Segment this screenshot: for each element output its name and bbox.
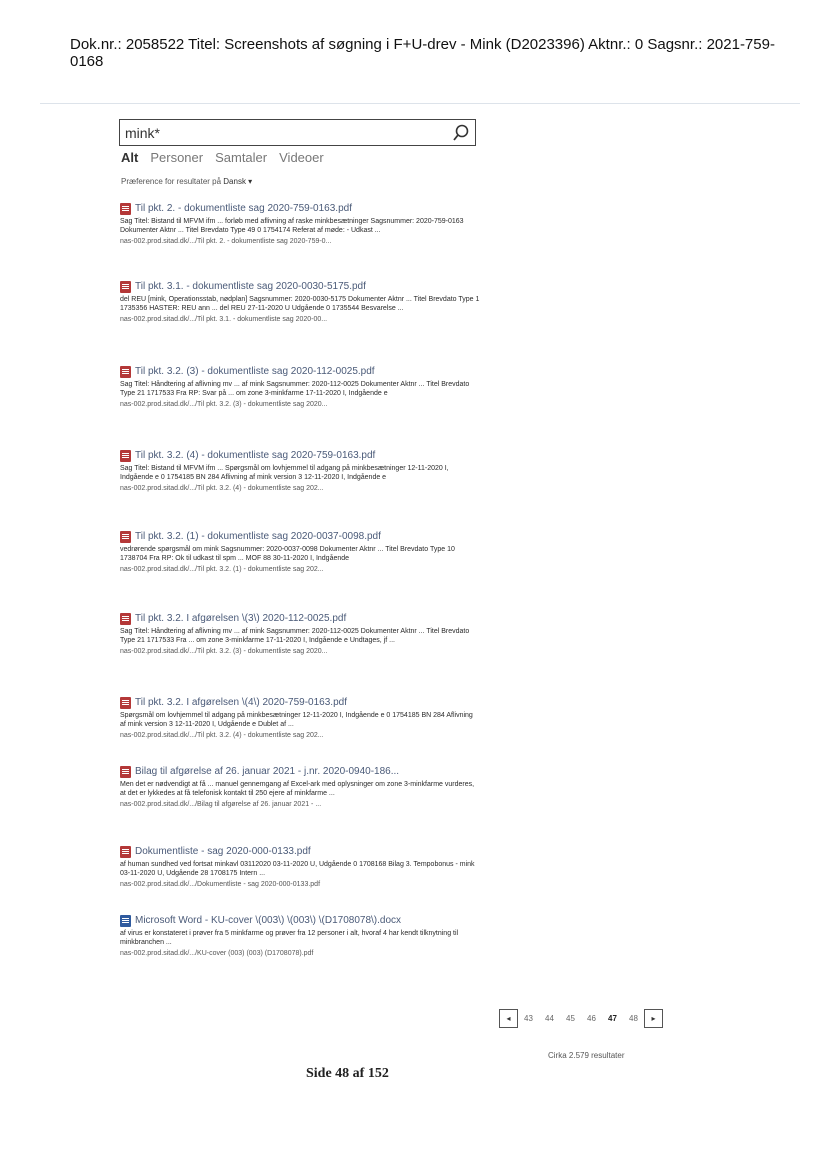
search-result [120,531,480,574]
page-footer: Side 48 af 152 [306,1066,389,1081]
search-result [120,766,480,809]
pdf-icon [120,531,131,543]
result-snippet: del REU [mink, Operationsstab, nødplan] Sagsnummer: 2020-0030-5175 Dokumenter Aktnr ... Titel Brevdato Type 1 1735356 HASTER: REU ann ... del REU 27-11-2020 U Udgående 0 1735544 Besvarelse ... [120,296,480,312]
result-title-link[interactable]: Til pkt. 3.2. (3) - dokumentliste sag 2020-112-0025.pdf [135,366,375,377]
result-title-link[interactable]: Microsoft Word - KU-cover \(003\) \(003\) \(D1708078\).docx [135,915,402,926]
page-link[interactable]: 44 [545,1013,554,1023]
search-input[interactable] [125,123,445,142]
result-url[interactable]: nas-002.prod.sitad.dk/.../Til pkt. 3.2. (4) - dokumentliste sag 202... [120,732,324,739]
result-title-link[interactable]: Til pkt. 3.2. (4) - dokumentliste sag 2020-759-0163.pdf [135,450,376,461]
result-title-link[interactable]: Til pkt. 3.2. (1) - dokumentliste sag 2020-0037-0098.pdf [135,531,381,542]
result-url[interactable]: nas-002.prod.sitad.dk/.../Til pkt. 3.2. (4) - dokumentliste sag 202... [120,485,324,492]
result-title-link[interactable]: Bilag til afgørelse af 26. januar 2021 - j.nr. 2020-0940-186... [135,766,400,777]
pagination [499,1008,663,1028]
previous-page-button[interactable]: ◂ [499,1009,518,1028]
result-snippet: Sag Titel: Bistand til MFVM ifm ... forløb med aflivning af raske minkbesætninger Sagsnummer: 2020-759-0163 Dokumenter Aktnr ... Titel Brevdato Type 49 0 1754174 Referat af møde: - Udkast ... [120,218,464,234]
search-result [120,450,480,493]
tab-personer[interactable]: Personer [150,150,204,165]
page-link-current[interactable]: 47 [608,1013,617,1023]
result-title-link[interactable]: Dokumentliste - sag 2020-000-0133.pdf [135,846,311,857]
result-url[interactable]: nas-002.prod.sitad.dk/.../Til pkt. 3.2. (3) - dokumentliste sag 2020... [120,648,328,655]
result-snippet: Spørgsmål om lovhjemmel til adgang på minkbesætninger 12-11-2020 I, Indgående e 0 1754185 BN 284 Aflivning af mink version 3 12-11-2020 I, Udgående e Dublet af ... [120,712,473,728]
tab-videoer[interactable]: Videoer [279,150,324,165]
divider [40,103,800,104]
pdf-icon [120,203,131,215]
pdf-icon [120,613,131,625]
page-link[interactable]: 48 [629,1013,638,1023]
search-result [120,915,480,958]
result-snippet: Sag Titel: Bistand til MFVM ifm ... Spørgsmål om lovhjemmel til adgang på minkbesætninger 12-11-2020 I, Indgående e 0 1754185 BN 284 Aflivning af mink version 3 12-11-2020 I, Indgående e [120,465,449,481]
search-result [120,281,480,324]
page-link[interactable]: 43 [524,1013,533,1023]
tab-samtaler[interactable]: Samtaler [215,150,268,165]
page-link[interactable]: 46 [587,1013,596,1023]
document-header: Dok.nr.: 2058522 Titel: Screenshots af søgning i F+U-drev - Mink (D2023396) Aktnr.: 0 Sagsnr.: 2021-759-0168 [70,36,775,70]
search-icon[interactable] [451,123,471,143]
language-preference [121,177,252,186]
result-snippet: vedrørende spørgsmål om mink Sagsnummer: 2020-0037-0098 Dokumenter Aktnr ... Titel Brevdato Type 10 1738704 Fra RP: Ok til udkast til spm ... MOF 88 30-11-2020 I, Indgående [120,546,455,562]
result-title-link[interactable]: Til pkt. 3.1. - dokumentliste sag 2020-0030-5175.pdf [135,281,366,292]
result-snippet: Sag Titel: Håndtering af aflivning mv ... af mink Sagsnummer: 2020-112-0025 Dokumenter Aktnr ... Titel Brevdato Type 21 1717533 Fra RP: Svar på ... om zone 3-minkfarme 17-11-2020 I, Indgående e [120,381,470,397]
result-snippet: af virus er konstateret i prøver fra 5 minkfarme og prøver fra 12 personer i alt, hvoraf 4 har kendt tilknytning til minkbranchen ... [120,930,459,946]
result-url[interactable]: nas-002.prod.sitad.dk/.../Til pkt. 3.2. (3) - dokumentliste sag 2020... [120,401,328,408]
result-snippet: Men det er nødvendigt at få ... manuel gennemgang af Excel-ark med oplysninger om zone 3-minkfarme vurderes, at det er lykkedes at få telefonisk kontakt til 250 ejere af minkfarme ... [120,781,475,797]
search-result [120,203,480,246]
search-box [119,119,476,146]
result-url[interactable]: nas-002.prod.sitad.dk/.../Bilag til afgørelse af 26. januar 2021 - ... [120,801,322,808]
result-url[interactable]: nas-002.prod.sitad.dk/.../Dokumentliste - sag 2020-000-0133.pdf [120,881,321,888]
result-url[interactable]: nas-002.prod.sitad.dk/.../Til pkt. 3.2. (1) - dokumentliste sag 202... [120,566,324,573]
search-result [120,846,480,889]
result-title-link[interactable]: Til pkt. 3.2. I afgørelsen \(3\) 2020-112-0025.pdf [135,613,347,624]
language-preference-label: Præference for resultater på [121,177,222,186]
result-count: Cirka 2.579 resultater [548,1051,625,1060]
pdf-icon [120,450,131,462]
search-result [120,613,480,656]
result-snippet: Sag Titel: Håndtering af aflivning mv ... af mink Sagsnummer: 2020-112-0025 Dokumenter Aktnr ... Titel Brevdato Type 21 1717533 Fra ... om zone 3-minkfarme 17-11-2020 I, Indgående e Undtages, jf ... [120,628,470,644]
search-tabs [121,150,324,168]
result-title-link[interactable]: Til pkt. 3.2. I afgørelsen \(4\) 2020-759-0163.pdf [135,697,347,708]
result-snippet: af human sundhed ved fortsat minkavl 03112020 03-11-2020 U, Udgående 0 1708168 Bilag 3. Tempobonus - mink 03-11-2020 U, Udgående 28 1708175 Intern ... [120,861,475,877]
pdf-icon [120,766,131,778]
tab-alt[interactable]: Alt [121,150,139,165]
pdf-icon [120,697,131,709]
language-dropdown[interactable]: Dansk ▾ [223,177,253,186]
next-page-button[interactable]: ▸ [644,1009,663,1028]
result-url[interactable]: nas-002.prod.sitad.dk/.../Til pkt. 3.1. - dokumentliste sag 2020-00... [120,316,328,323]
result-url[interactable]: nas-002.prod.sitad.dk/.../Til pkt. 2. - dokumentliste sag 2020-759-0... [120,238,332,245]
word-icon [120,915,131,927]
result-url[interactable]: nas-002.prod.sitad.dk/.../KU-cover (003) (003) (D1708078).pdf [120,950,314,957]
search-result [120,366,480,409]
page-link[interactable]: 45 [566,1013,575,1023]
pdf-icon [120,846,131,858]
search-result [120,697,480,740]
pdf-icon [120,366,131,378]
pdf-icon [120,281,131,293]
result-title-link[interactable]: Til pkt. 2. - dokumentliste sag 2020-759-0163.pdf [135,203,352,214]
